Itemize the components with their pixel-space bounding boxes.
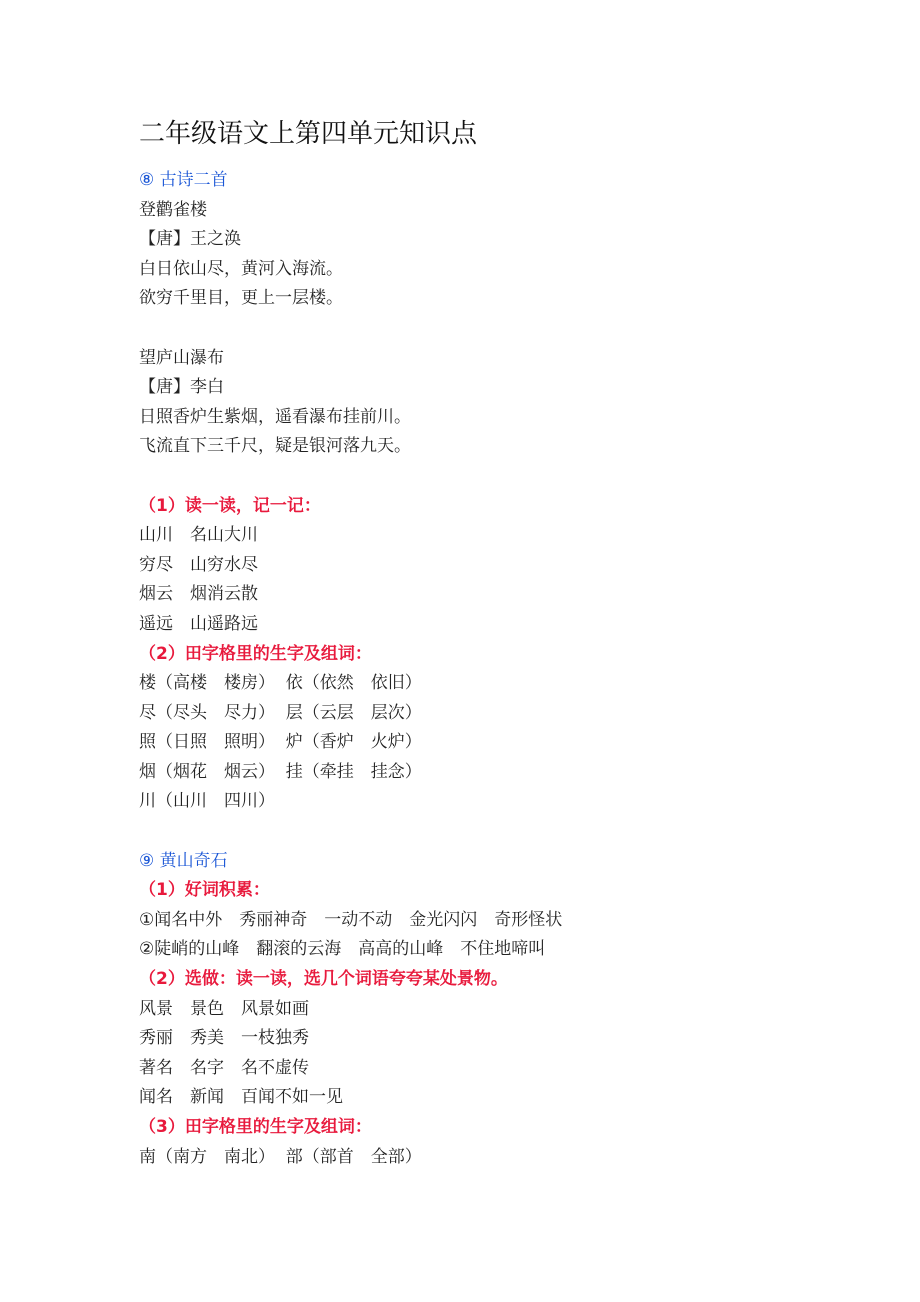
poem-title: 登鹳雀楼	[139, 199, 207, 220]
word-line: 山川 名山大川	[139, 525, 258, 546]
word-line: 穷尽 山穷水尽	[139, 554, 258, 575]
word-list	[139, 521, 859, 639]
poem-author: 【唐】李白	[139, 377, 224, 398]
word-list	[139, 906, 859, 965]
character-line: 川（山川 四川）	[139, 791, 275, 812]
section-heading-8: ⑧ 古诗二首	[139, 170, 228, 190]
word-line: 烟云 烟消云散	[139, 584, 258, 605]
subheading-read-remember: （1）读一读，记一记：	[139, 495, 321, 516]
word-line: 遥远 山遥路远	[139, 613, 258, 634]
character-line: 楼（高楼 楼房） 依（依然 依旧）	[139, 673, 422, 694]
subheading-new-characters: （2）田字格里的生字及组词：	[139, 643, 372, 664]
word-line: 闻名 新闻 百闻不如一见	[139, 1087, 343, 1108]
blank-line	[139, 314, 859, 344]
poem-line: 飞流直下三千尺，疑是银河落九天。	[139, 436, 411, 457]
word-line: 风景 景色 风景如画	[139, 998, 309, 1019]
subheading-new-characters: （3）田字格里的生字及组词：	[139, 1117, 372, 1137]
poem-line: 日照香炉生紫烟，遥看瀑布挂前川。	[139, 406, 411, 427]
subheading-optional: （2）选做：读一读，选几个词语夸夸某处景物。	[139, 969, 508, 990]
character-line: 尽（尽头 尽力） 层（云层 层次）	[139, 702, 422, 723]
poem-title: 望庐山瀑布	[139, 347, 224, 368]
character-line: 南（南方 南北） 部（部首 全部）	[139, 1146, 422, 1167]
subheading-good-words: （1）好词积累：	[139, 880, 270, 901]
word-line: ①闻名中外 秀丽神奇 一动不动 金光闪闪 奇形怪状	[139, 909, 563, 930]
poem-line: 白日依山尽，黄河入海流。	[139, 258, 343, 279]
character-line: 照（日照 照明） 炉（香炉 火炉）	[139, 732, 422, 753]
section-heading-9: ⑨ 黄山奇石	[139, 850, 228, 871]
blank-line	[139, 817, 859, 847]
word-line: 秀丽 秀美 一枝独秀	[139, 1028, 309, 1049]
poem-line: 欲穷千里目，更上一层楼。	[139, 288, 343, 309]
character-line: 烟（烟花 烟云） 挂（牵挂 挂念）	[139, 761, 422, 782]
word-list	[139, 995, 859, 1113]
word-line: ②陡峭的山峰 翻滚的云海 高高的山峰 不住地啼叫	[139, 939, 546, 960]
poem-2	[139, 344, 859, 462]
blank-line	[139, 462, 859, 492]
page-title: 二年级语文上第四单元知识点	[139, 119, 478, 149]
character-list	[139, 1143, 859, 1173]
poem-author: 【唐】王之涣	[139, 229, 241, 250]
character-list	[139, 669, 859, 817]
poem-1	[139, 196, 859, 314]
word-line: 著名 名字 名不虚传	[139, 1057, 309, 1078]
document-body	[139, 116, 859, 1172]
